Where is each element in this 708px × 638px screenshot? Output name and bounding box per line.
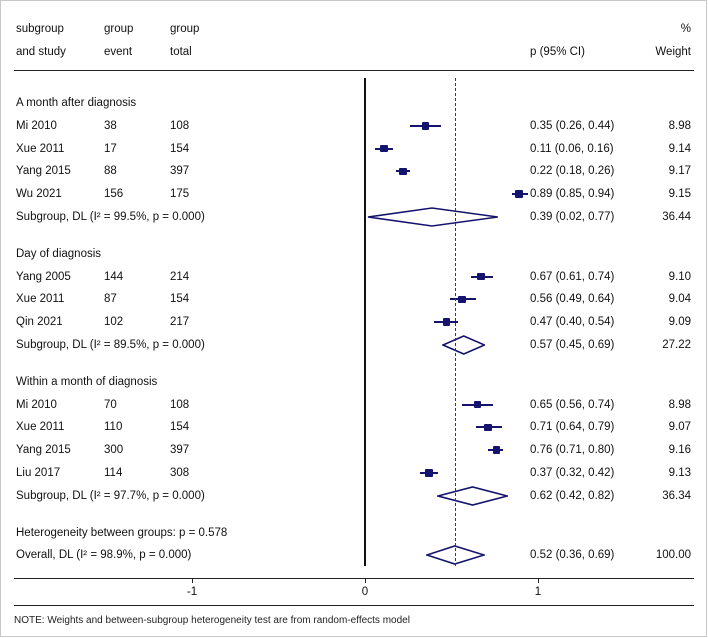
- marker-box: [484, 424, 492, 432]
- overall-summary-weight: 100.00: [655, 549, 691, 562]
- study-row-2-3-total: 308: [170, 467, 190, 479]
- x-tick-label-1: 0: [361, 586, 369, 599]
- study-row-1-0-label: Yang 2005: [16, 270, 71, 283]
- subgroup-summary-2-weight: 36.34: [662, 489, 691, 502]
- study-row-0-1-effect: 0.11 (0.06, 0.16): [530, 142, 614, 155]
- study-row-2-1-events: 110: [104, 421, 123, 434]
- study-row-1-2-weight: 9.09: [668, 316, 691, 329]
- x-tick-label-0: -1: [186, 586, 198, 599]
- header-subgroup: subgroup: [16, 23, 64, 35]
- study-row-2-3-events: 114: [104, 467, 123, 479]
- subgroup-summary-1-label: Subgroup, DL (I² = 89.5%, p = 0.000): [16, 339, 205, 351]
- pooled-reference-line: [455, 78, 456, 566]
- study-row-2-2-label: Yang 2015: [16, 444, 71, 457]
- heterogeneity-note-label: Heterogeneity between groups: p = 0.578: [16, 526, 228, 539]
- study-row-0-0-label: Mi 2010: [16, 119, 57, 132]
- study-row-0-2-weight: 9.17: [668, 165, 691, 178]
- study-row-0-3-total: 175: [170, 188, 190, 201]
- study-row-0-2-effect: 0.22 (0.18, 0.26): [530, 165, 615, 178]
- header-and-study: and study: [16, 46, 66, 58]
- summary-diamond: [437, 486, 508, 506]
- header-rule: [14, 70, 694, 71]
- marker-box: [477, 273, 485, 281]
- header-es-ci: p (95% CI): [530, 46, 585, 58]
- study-row-2-0-effect: 0.65 (0.56, 0.74): [530, 398, 615, 411]
- marker-box: [515, 190, 523, 198]
- header-percent: %: [680, 23, 691, 35]
- subgroup-summary-1-weight: 27.22: [662, 339, 691, 351]
- study-row-0-1-label: Xue 2011: [16, 142, 65, 155]
- subgroup-summary-2-label: Subgroup, DL (I² = 97.7%, p = 0.000): [16, 489, 205, 502]
- study-row-0-2-events: 88: [104, 165, 117, 178]
- study-row-1-1-effect: 0.56 (0.49, 0.64): [530, 293, 615, 306]
- study-row-0-0-weight: 8.98: [668, 119, 691, 132]
- study-row-2-0-weight: 8.98: [668, 398, 691, 411]
- footnote: NOTE: Weights and between-subgroup heterogeneity test are from random-effects model: [14, 615, 410, 626]
- study-row-2-2-effect: 0.76 (0.71, 0.80): [530, 444, 615, 457]
- overall-summary-effect: 0.52 (0.36, 0.69): [530, 549, 615, 562]
- study-row-1-0-effect: 0.67 (0.61, 0.74): [530, 270, 615, 283]
- marker-box: [474, 401, 482, 409]
- header-total: total: [170, 46, 192, 58]
- study-row-1-0-weight: 9.10: [668, 270, 691, 283]
- study-row-0-3-weight: 9.15: [668, 188, 691, 201]
- study-row-2-1-effect: 0.71 (0.64, 0.79): [530, 421, 615, 434]
- marker-box: [399, 168, 407, 176]
- study-row-0-0-total: 108: [170, 119, 190, 132]
- marker-box: [493, 446, 501, 454]
- study-row-0-3-label: Wu 2021: [16, 188, 62, 201]
- x-tick-2: [538, 578, 539, 583]
- subgroup-summary-0-effect: 0.39 (0.02, 0.77): [530, 211, 615, 223]
- study-row-2-0-events: 70: [104, 398, 117, 411]
- header-event: event: [104, 46, 133, 58]
- study-row-2-2-total: 397: [170, 444, 190, 457]
- study-row-1-2-events: 102: [104, 316, 124, 329]
- study-row-1-1-total: 154: [170, 293, 190, 306]
- study-row-0-0-effect: 0.35 (0.26, 0.44): [530, 119, 615, 132]
- study-row-0-3-events: 156: [104, 188, 124, 201]
- x-axis-line: [14, 578, 694, 579]
- study-row-1-1-label: Xue 2011: [16, 293, 65, 306]
- subgroup-summary-0-label: Subgroup, DL (I² = 99.5%, p = 0.000): [16, 211, 205, 223]
- study-row-1-2-effect: 0.47 (0.40, 0.54): [530, 316, 615, 329]
- study-row-2-2-events: 300: [104, 444, 124, 457]
- study-row-2-3-effect: 0.37 (0.32, 0.42): [530, 467, 615, 479]
- study-row-1-1-weight: 9.04: [668, 293, 691, 306]
- study-row-2-3-label: Liu 2017: [16, 467, 61, 479]
- study-row-1-2-label: Qin 2021: [16, 316, 63, 329]
- marker-box: [458, 296, 466, 304]
- header-group: group: [104, 23, 134, 35]
- study-row-2-1-label: Xue 2011: [16, 421, 65, 434]
- study-row-0-0-events: 38: [104, 119, 117, 132]
- header-weight: Weight: [655, 46, 691, 58]
- marker-box: [443, 318, 451, 326]
- study-row-1-2-total: 217: [170, 316, 190, 329]
- subgroup-summary-1-effect: 0.57 (0.45, 0.69): [530, 339, 615, 351]
- x-tick-1: [365, 578, 366, 583]
- group-heading-2-label: Within a month of diagnosis: [16, 375, 158, 388]
- study-row-2-3-weight: 9.13: [668, 467, 691, 479]
- null-reference-line: [364, 78, 366, 566]
- study-row-0-2-label: Yang 2015: [16, 165, 71, 178]
- study-row-1-0-events: 144: [104, 270, 124, 283]
- x-tick-0: [192, 578, 193, 583]
- study-row-0-1-total: 154: [170, 142, 190, 155]
- summary-diamond: [442, 335, 486, 355]
- group-heading-0-label: A month after diagnosis: [16, 97, 137, 109]
- study-row-1-1-events: 87: [104, 293, 117, 306]
- study-row-0-1-weight: 9.14: [668, 142, 691, 155]
- subgroup-summary-2-effect: 0.62 (0.42, 0.82): [530, 489, 615, 502]
- marker-box: [425, 469, 433, 477]
- group-heading-1-label: Day of diagnosis: [16, 247, 102, 260]
- study-row-2-1-total: 154: [170, 421, 190, 434]
- study-row-0-2-total: 397: [170, 165, 190, 178]
- header-group-2: group: [170, 23, 200, 35]
- marker-box: [422, 122, 430, 130]
- study-row-1-0-total: 214: [170, 270, 190, 283]
- study-row-2-0-total: 108: [170, 398, 190, 411]
- study-row-0-1-events: 17: [104, 142, 117, 155]
- summary-diamond: [367, 207, 499, 227]
- study-row-2-2-weight: 9.16: [668, 444, 691, 457]
- study-row-2-0-label: Mi 2010: [16, 398, 57, 411]
- footnote-rule: [14, 605, 694, 606]
- marker-box: [380, 145, 388, 153]
- study-row-2-1-weight: 9.07: [668, 421, 691, 434]
- subgroup-summary-0-weight: 36.44: [662, 211, 691, 223]
- x-tick-label-2: 1: [534, 586, 542, 599]
- study-row-0-3-effect: 0.89 (0.85, 0.94): [530, 188, 615, 201]
- overall-summary-label: Overall, DL (I² = 98.9%, p = 0.000): [16, 549, 192, 562]
